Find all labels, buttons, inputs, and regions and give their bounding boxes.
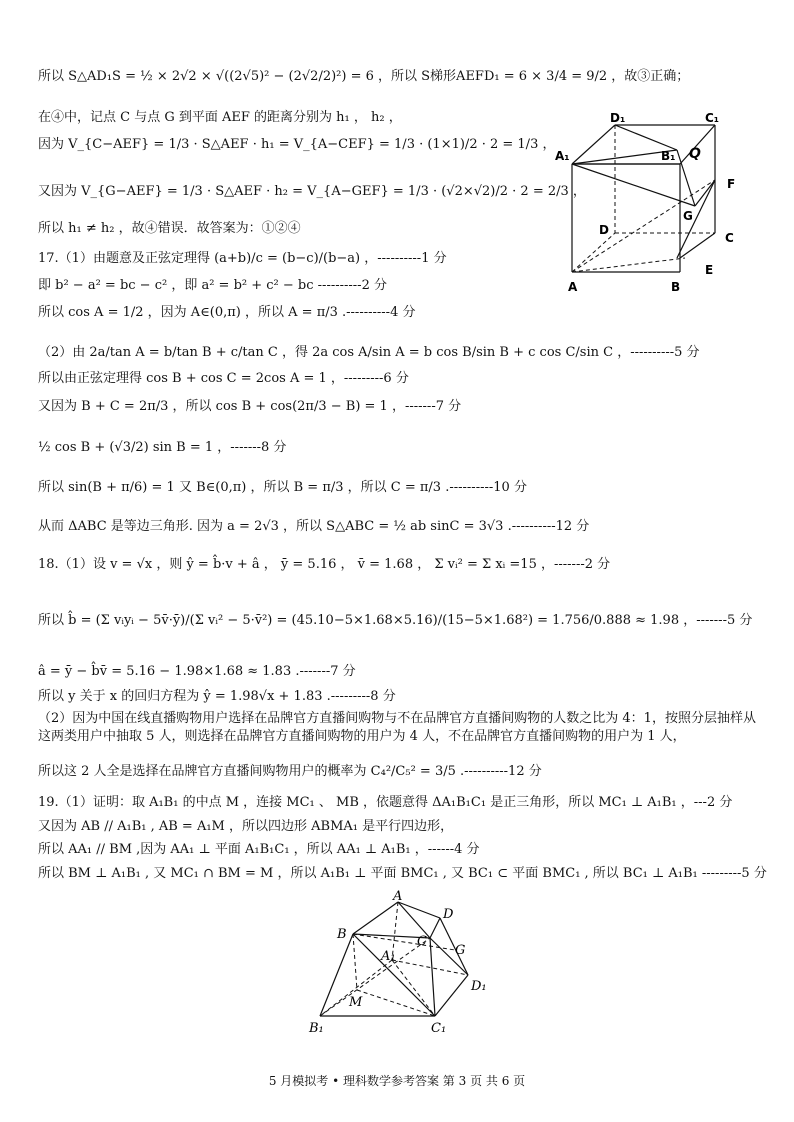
- hidden-edge: [572, 180, 715, 272]
- text-line: â = ȳ − b̂v̄ = 5.16 − 1.98×1.68 ≈ 1.83 .-------7 分: [38, 664, 356, 679]
- edge: [398, 902, 430, 938]
- polyhedron-figure: [305, 890, 500, 1040]
- text-line: 所以 y 关于 x 的回归方程为 ŷ = 1.98√x + 1.83 .---------8 分: [38, 689, 396, 704]
- text-line: 所以由正弦定理得 cos B + cos C = 2cos A = 1 ，---------6 分: [38, 371, 409, 386]
- section-edge: [572, 164, 695, 206]
- vertex-label: C: [417, 934, 427, 949]
- text-line: （2）由 2a/tan A = b/tan B + c/tan C ，得 2a cos A/sin A = b cos B/sin B + c cos C/sin C ，----------5 分: [38, 345, 700, 360]
- cube-figure: [555, 108, 755, 298]
- vertex-label: B₁: [661, 149, 676, 163]
- text-line: ½ cos B + (√3/2) sin B = 1 ，-------8 分: [38, 440, 287, 455]
- text-line: 在④中，记点 C 与点 G 到平面 AEF 的距离分别为 h₁ ， h₂ ，: [38, 110, 402, 125]
- text-line: 所以 BM ⊥ A₁B₁ , 又 MC₁ ∩ BM = M ，所以 A₁B₁ ⊥ 平面 BMC₁ , 又 BC₁ ⊂ 平面 BMC₁ , 所以 BC₁ ⊥ A₁B₁ ---------5 分: [38, 866, 767, 881]
- text-line: 所以这 2 人全是选择在品牌官方直播间购物用户的概率为 C₄²/C₅² = 3/5 .----------12 分: [38, 764, 542, 779]
- text-line: 因为 V_{C−AEF} = 1/3 · S△AEF · h₁ = V_{A−CEF} = 1/3 · (1×1)/2 · 2 = 1/3 ，: [38, 137, 556, 152]
- hidden-edge: [572, 233, 615, 272]
- vertex-label: M: [349, 995, 363, 1010]
- vertex-label: B₁: [309, 1021, 324, 1036]
- vertex-label: B: [337, 927, 347, 942]
- edge: [680, 233, 715, 258]
- text-line: 所以 sin(B + π/6) = 1 又 B∈(0,π) ，所以 B = π/3 ，所以 C = π/3 .----------10 分: [38, 480, 527, 495]
- vertex-label: B: [671, 280, 681, 294]
- page-footer: 5 月模拟考 • 理科数学参考答案 第 3 页 共 6 页: [268, 1074, 526, 1088]
- text-line: 从而 ΔABC 是等边三角形. 因为 a = 2√3 ，所以 S△ABC = ½ ab sinC = 3√3 .----------12 分: [38, 519, 590, 534]
- section-edge: [695, 180, 715, 206]
- edge: [430, 938, 435, 1016]
- vertex-label: G: [683, 209, 693, 223]
- vertex-label: G: [455, 943, 466, 958]
- text-paragraph: （2）因为中国在线直播购物用户选择在品牌官方直播间购物与不在品牌官方直播间购物的人数之比为 4：1，按照分层抽样从这两类用户中抽取 5 人，则选择在品牌官方直播间购物的用户为 4 人，不在品牌官方直播间购物的用户为 1 人，: [38, 711, 756, 744]
- edge: [353, 902, 398, 934]
- hidden-edge: [357, 990, 435, 1016]
- hidden-edge: [572, 258, 685, 272]
- hidden-edge: [320, 938, 430, 1016]
- vertex-label: D₁: [471, 979, 487, 994]
- text-line: 所以 h₁ ≠ h₂ ，故④错误．故答案为：①②④: [38, 221, 301, 236]
- text-line: 又因为 V_{G−AEF} = 1/3 · S△AEF · h₂ = V_{A−GEF} = 1/3 · (√2×√2)/2 · 2 = 2/3 ，: [38, 184, 586, 199]
- text-line: 所以 b̂ = (Σ vᵢyᵢ − 5v̄·ȳ)/(Σ vᵢ² − 5·v̄²) = (45.10−5×1.68×5.16)/(15−5×1.68²) = 1.756/0.888 ≈ 1.98 ，-------5 分: [38, 613, 753, 628]
- vertex-label: C: [725, 231, 734, 245]
- section-edge: [615, 125, 677, 150]
- vertex-label: E: [705, 263, 714, 277]
- text-line: 所以 S△AD₁S = ½ × 2√2 × √((2√5)² − (2√2/2)²) = 6 ，所以 S梯形AEFD₁ = 6 × 3/4 = 9/2 ，故③正确；: [38, 69, 690, 84]
- vertex-label: D₁: [610, 111, 626, 125]
- text-line: 所以 AA₁ // BM ,因为 AA₁ ⊥ 平面 A₁B₁C₁ ，所以 AA₁ ⊥ A₁B₁ ，------4 分: [38, 842, 480, 857]
- text-line: 又因为 AB // A₁B₁ , AB = A₁M ，所以四边形 ABMA₁ 是平行四边形，: [38, 819, 454, 834]
- edge: [435, 975, 468, 1016]
- vertex-label: A: [393, 890, 403, 904]
- text-line: 所以 cos A = 1/2 ，因为 A∈(0,π) ，所以 A = π/3 .----------4 分: [38, 305, 416, 320]
- vertex-label: C₁: [705, 111, 720, 125]
- hidden-edge: [392, 960, 468, 975]
- vertex-label: A₁: [381, 949, 396, 964]
- hidden-edge: [392, 960, 435, 1016]
- edge: [398, 902, 440, 918]
- vertex-label: Q: [689, 146, 701, 162]
- text-line: 18.（1）设 v = √x ，则 ŷ = b̂·v + â ， ȳ = 5.16 ， v̄ = 1.68 ， Σ vᵢ² = Σ xᵢ =15 ，-------2 分: [38, 557, 611, 572]
- text-line: 17.（1）由题意及正弦定理得 (a+b)/c = (b−c)/(b−a) ，----------1 分: [38, 251, 447, 266]
- vertex-label: D: [443, 907, 454, 922]
- vertex-label: F: [727, 177, 736, 191]
- edge: [572, 125, 615, 164]
- vertex-label: A₁: [555, 149, 570, 163]
- vertex-label: A: [568, 280, 578, 294]
- vertex-label: D: [599, 223, 609, 237]
- text-line: 即 b² − a² = bc − c² ，即 a² = b² + c² − bc ----------2 分: [38, 278, 387, 293]
- edge: [430, 918, 440, 938]
- hidden-edge: [353, 934, 357, 990]
- vertex-label: C₁: [431, 1021, 447, 1036]
- text-line: 又因为 B + C = 2π/3 ，所以 cos B + cos(2π/3 − B) = 1 ，-------7 分: [38, 399, 462, 414]
- text-line: 19.（1）证明：取 A₁B₁ 的中点 M ，连接 MC₁ 、 MB ，依题意得 ΔA₁B₁C₁ 是正三角形，所以 MC₁ ⊥ A₁B₁ ，---2 分: [38, 795, 733, 810]
